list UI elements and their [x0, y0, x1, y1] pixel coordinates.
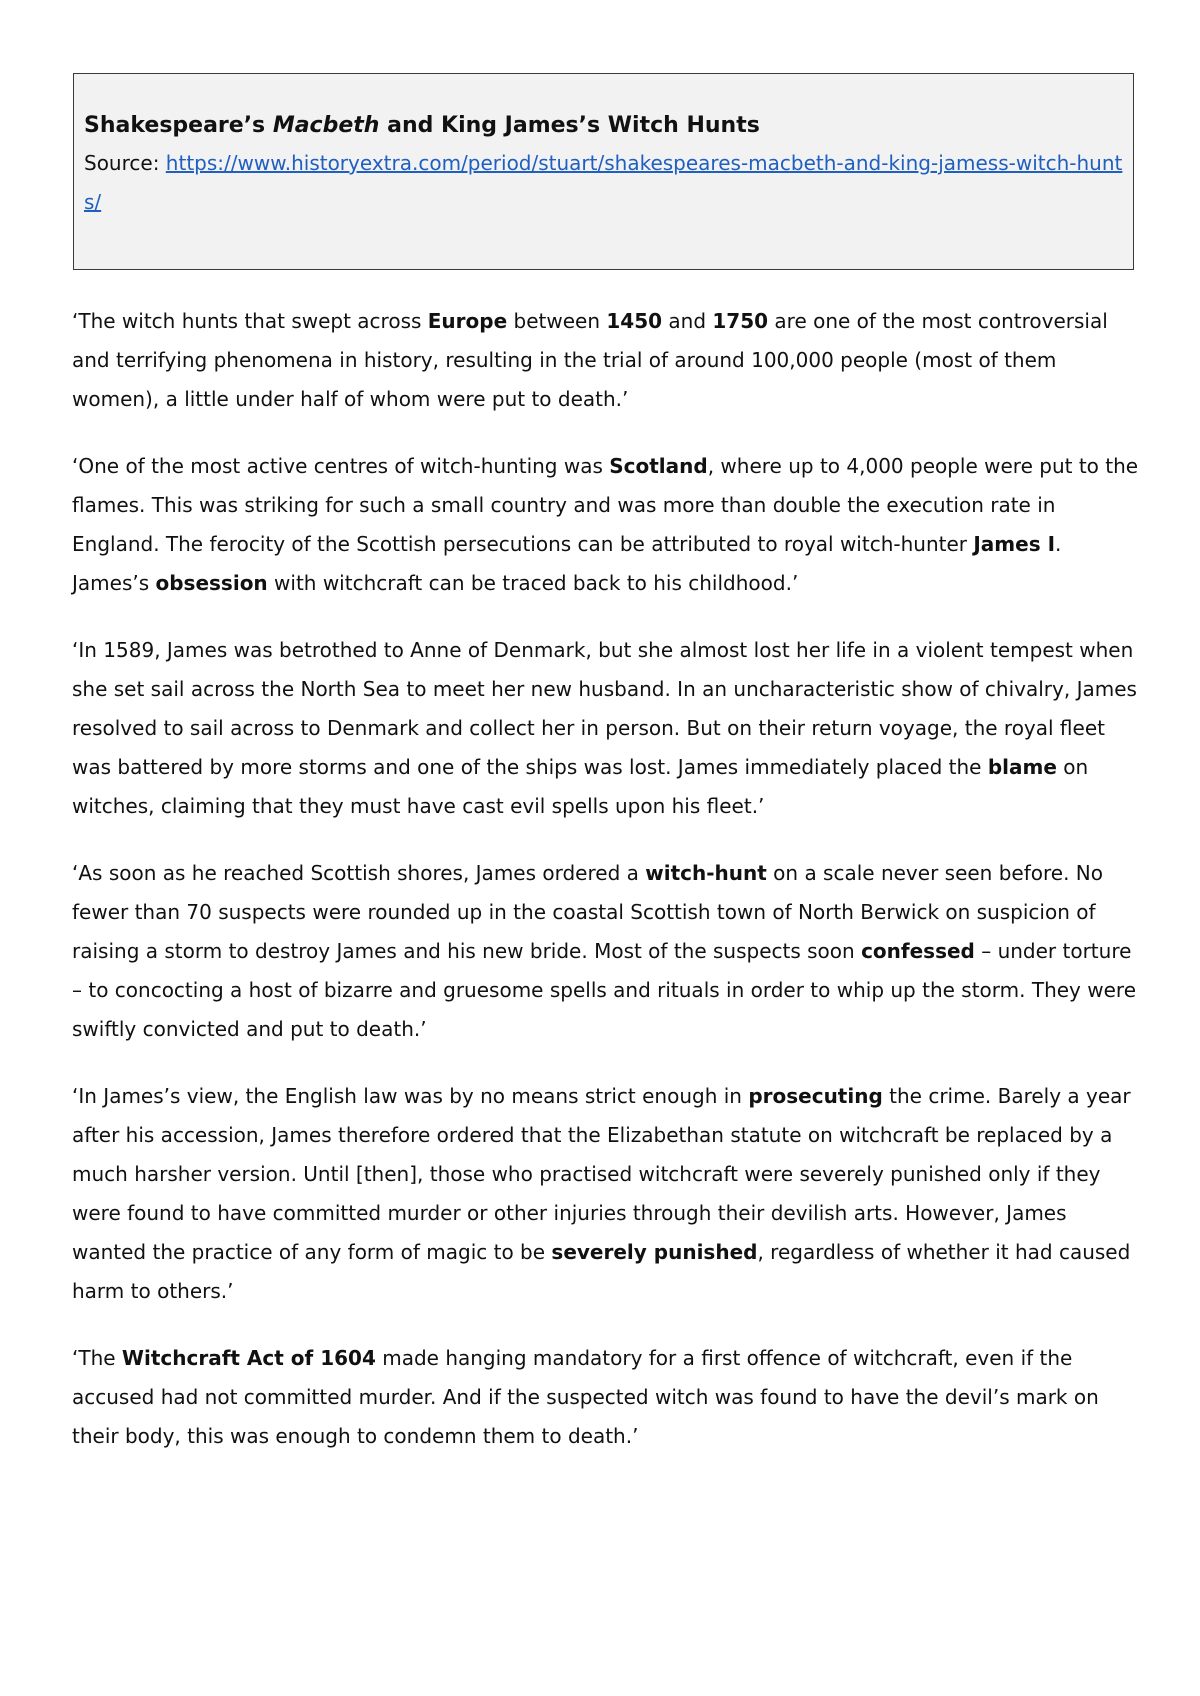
text-run: on witches, claiming that they must have cast evil spells upon his fleet.’: [72, 755, 1089, 818]
text-run: are one of the most controversial and terrifying phenomena in history, resulting in the trial of around 100,000 people (most of them women), a little under half of whom were put to death.’: [72, 309, 1108, 411]
source-line: [84, 144, 1123, 222]
text-run: between: [507, 309, 607, 333]
text-run: and: [662, 309, 713, 333]
text-run: ‘The witch hunts that swept across: [72, 309, 428, 333]
bold-term: confessed: [861, 939, 975, 963]
text-run: ‘One of the most active centres of witch-hunting was: [72, 454, 610, 478]
text-run: ‘As soon as he reached Scottish shores, James ordered a: [72, 861, 646, 885]
text-run: , regardless of whether it had caused harm to others.’: [72, 1240, 1131, 1303]
bold-term: 1450: [606, 309, 663, 333]
title-part-2: and King James’s Witch Hunts: [379, 113, 760, 138]
text-run: with witchcraft can be traced back to his childhood.’: [267, 571, 799, 595]
bold-term: blame: [987, 755, 1057, 779]
paragraph-2: [72, 447, 1142, 603]
text-run: ‘In James’s view, the English law was by no means strict enough in: [72, 1084, 749, 1108]
text-run: , where up to 4,000 people were put to the flames. This was striking for such a small country and was more than double the execution rate in England. The ferocity of the Scottish persecutions can be attributed to royal witch-hunter: [72, 454, 1139, 556]
text-run: . James’s: [72, 532, 1062, 595]
bold-term: witch-hunt: [645, 861, 767, 885]
source-label: Source:: [84, 151, 166, 175]
header-box: [73, 73, 1134, 270]
text-run: the crime. Barely a year after his accession, James therefore ordered that the Elizabethan statute on witchcraft be replaced by a much harsher version. Until [then], those who practised witchcraft were severely punished only if they were found to have committed murder or other injuries through their devilish arts. However, James wanted the practice of any form of magic to be: [72, 1084, 1131, 1264]
paragraph-3: [72, 631, 1142, 826]
bold-term: Scotland: [609, 454, 708, 478]
paragraph-4: [72, 854, 1142, 1049]
text-run: made hanging mandatory for a first offence of witchcraft, even if the accused had not committed murder. And if the suspected witch was found to have the devil’s mark on their body, this was enough to condemn them to death.’: [72, 1346, 1099, 1448]
text-run: ‘In 1589, James was betrothed to Anne of Denmark, but she almost lost her life in a violent tempest when she set sail across the North Sea to meet her new husband. In an uncharacteristic show of chivalry, James resolved to sail across to Denmark and collect her in person. But on their return voyage, the royal fleet was battered by more storms and one of the ships was lost. James immediately placed the: [72, 638, 1137, 779]
bold-term: Europe: [427, 309, 508, 333]
title-italic: Macbeth: [272, 113, 380, 138]
source-link[interactable]: https://www.historyextra.com/period/stuart/shakespeares-macbeth-and-king-jamess-witch-hunts/: [84, 151, 1123, 214]
document-title: [84, 110, 1123, 142]
bold-term: severely punished: [551, 1240, 758, 1264]
paragraph-1: [72, 302, 1142, 419]
text-run: ‘The: [72, 1346, 122, 1370]
text-run: on a scale never seen before. No fewer than 70 suspects were rounded up in the coastal Scottish town of North Berwick on suspicion of raising a storm to destroy James and his new bride. Most of the suspects soon: [72, 861, 1103, 963]
bold-term: obsession: [155, 571, 268, 595]
article-body: [72, 302, 1142, 1484]
bold-term: Witchcraft Act of 1604: [121, 1346, 376, 1370]
paragraph-6: [72, 1339, 1142, 1456]
bold-term: prosecuting: [748, 1084, 883, 1108]
text-run: – under torture – to concocting a host of bizarre and gruesome spells and rituals in order to whip up the storm. They were swiftly convicted and put to death.’: [72, 939, 1136, 1041]
title-part-1: Shakespeare’s: [84, 113, 273, 138]
bold-term: James I: [973, 532, 1056, 556]
bold-term: 1750: [712, 309, 769, 333]
paragraph-5: [72, 1077, 1142, 1311]
